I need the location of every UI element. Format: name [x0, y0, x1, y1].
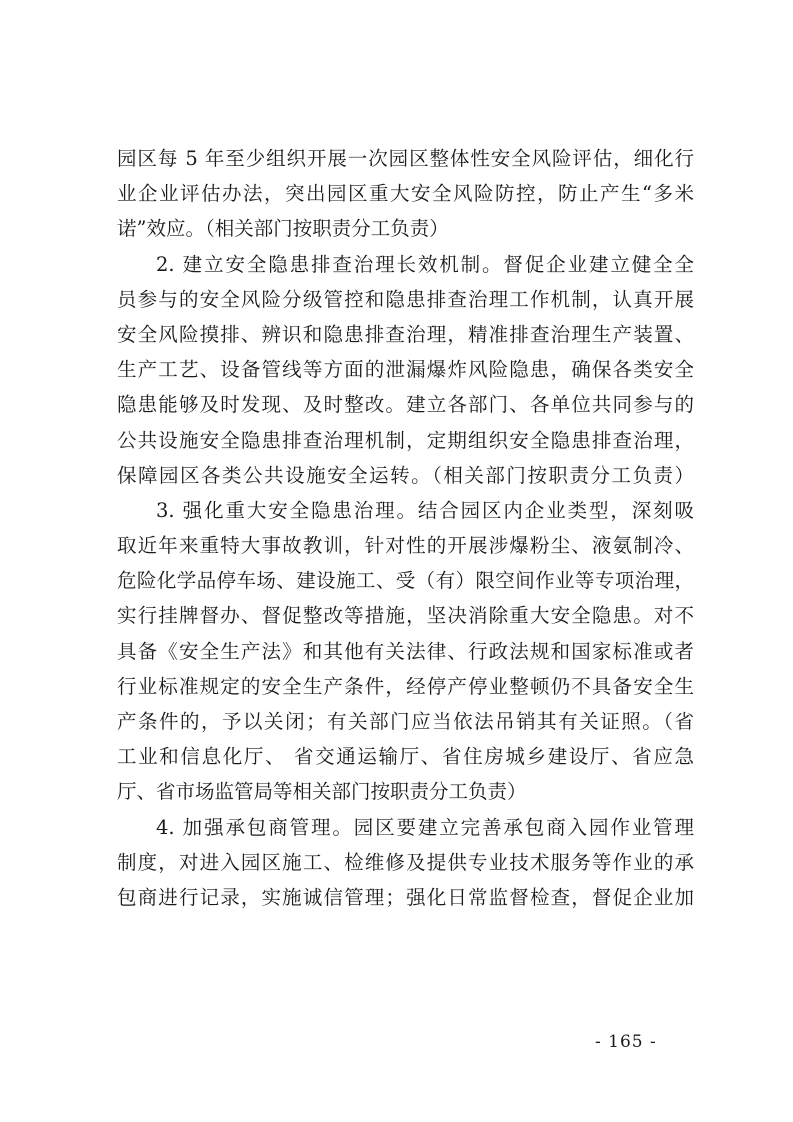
text-line: 行业标准规定的安全生产条件，经停产停业整顿仍不具备安全生: [117, 674, 694, 698]
text-line: 园区每 5 年至少组织开展一次园区整体性安全风险评估，细化行: [117, 147, 694, 170]
paragraph-1: [117, 141, 694, 247]
text-line: 生产工艺、设备管线等方面的泄漏爆炸风险隐患，确保各类安全: [117, 358, 694, 382]
text-line: 2. 建立安全隐患排查治理长效机制。督促企业建立健全全: [156, 252, 694, 276]
text-line: 工业和信息化厅、 省交通运输厅、省住房城乡建设厅、省应急: [117, 745, 694, 769]
text-line: 安全风险摸排、辨识和隐患排查治理，精准排查治理生产装置、: [117, 322, 694, 346]
page-body: [117, 141, 694, 915]
text-line: 业企业评估办法，突出园区重大安全风险防控，防止产生“多米: [117, 182, 694, 206]
text-line: 保障园区各类公共设施安全运转。（相关部门按职责分工负责）: [117, 463, 694, 487]
text-line: 危险化学品停车场、建设施工、受（有）限空间作业等专项治理，: [117, 569, 694, 593]
text-line: 厅、省市场监管局等相关部门按职责分工负责）: [117, 780, 527, 804]
text-line: 制度，对进入园区施工、检维修及提供专业技术服务等作业的承: [117, 850, 694, 874]
text-line: 3. 强化重大安全隐患治理。结合园区内企业类型，深刻吸: [156, 498, 694, 522]
text-line: 隐患能够及时发现、及时整改。建立各部门、各单位共同参与的: [117, 393, 694, 417]
text-line: 公共设施安全隐患排查治理机制，定期组织安全隐患排查治理，: [117, 428, 694, 452]
paragraph-2: [117, 247, 694, 493]
text-line: 产条件的，予以关闭；有关部门应当依法吊销其有关证照。（省: [117, 710, 694, 733]
text-line: 具备《安全生产法》和其他有关法律、行政法规和国家标准或者: [117, 639, 694, 663]
text-line: 包商进行记录，实施诚信管理；强化日常监督检查，督促企业加: [117, 885, 694, 909]
text-line: 实行挂牌督办、督促整改等措施，坚决消除重大安全隐患。对不: [117, 604, 694, 628]
text-line: 员参与的安全风险分级管控和隐患排查治理工作机制，认真开展: [117, 287, 694, 311]
paragraph-4: [117, 810, 694, 916]
text-line: 4. 加强承包商管理。园区要建立完善承包商入园作业管理: [156, 815, 694, 839]
paragraph-3: [117, 493, 694, 810]
text-line: 取近年来重特大事故教训，针对性的开展涉爆粉尘、液氨制冷、: [117, 534, 694, 558]
text-line: 诺”效应。（相关部门按职责分工负责）: [117, 217, 449, 241]
page-number: - 165 -: [595, 1032, 657, 1052]
